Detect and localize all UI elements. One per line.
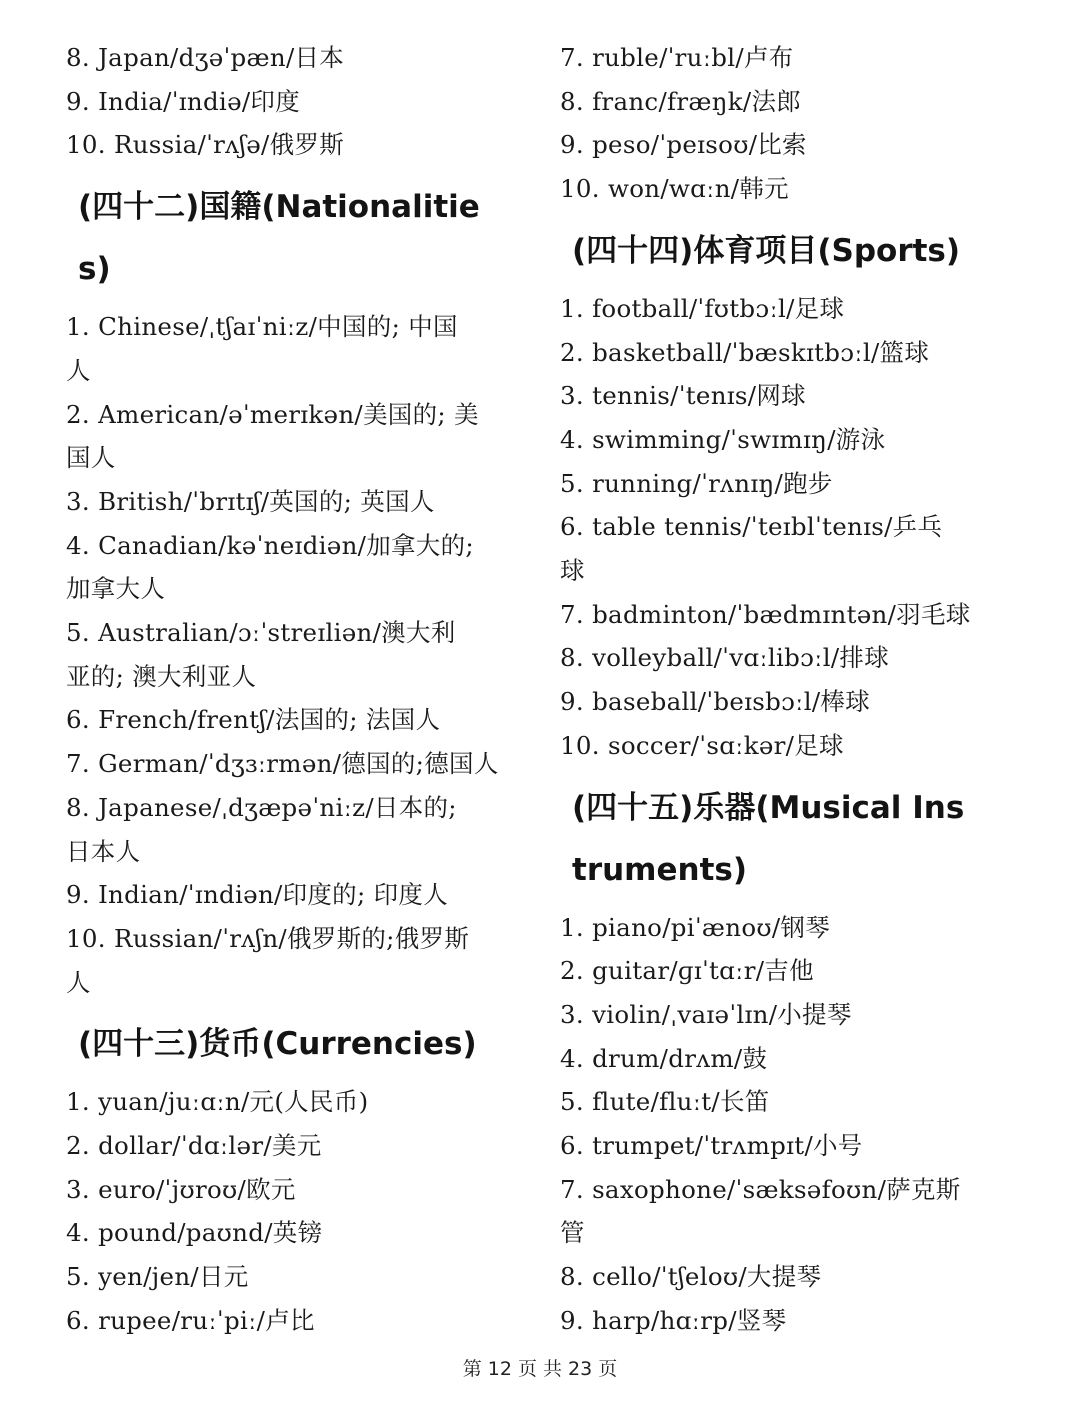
- section-45-title-line2: truments): [572, 851, 748, 888]
- list-item: 7. ruble/ˈruːbl/卢布: [560, 43, 794, 72]
- list-item: 4. swimming/ˈswɪmɪŋ/游泳: [560, 424, 886, 454]
- list-item: 日本人: [66, 836, 141, 866]
- right-top-lines: [560, 36, 1020, 211]
- list-item: 10. won/wɑːn/韩元: [560, 174, 789, 204]
- right-column: [560, 36, 1020, 1343]
- list-item: 球: [560, 556, 585, 586]
- list-item: 3. tennis/ˈtenɪs/网球: [560, 381, 806, 411]
- list-item: 管: [560, 1218, 585, 1248]
- section-45-list: [560, 906, 1020, 1343]
- list-item: 亚的; 澳大利亚人: [66, 661, 257, 691]
- list-item: 8. cello/ˈtʃeloʊ/大提琴: [560, 1262, 822, 1292]
- list-item: 9. Indian/ˈɪndiən/印度的; 印度人: [66, 880, 449, 910]
- list-item: 9. India/ˈɪndiə/印度: [66, 86, 301, 116]
- list-item: 1. football/ˈfʊtbɔːl/足球: [560, 293, 845, 323]
- list-item: 8. Japanese/ˌdʒæpəˈniːz/日本的;: [66, 792, 457, 822]
- list-item: 2. dollar/ˈdɑːlər/美元: [66, 1131, 322, 1161]
- list-item: 9. harp/hɑːrp/竖琴: [560, 1305, 787, 1335]
- list-item: 4. Canadian/kəˈneɪdiən/加拿大的;: [66, 530, 474, 560]
- left-column: [66, 36, 526, 1343]
- list-item: 3. violin/ˌvaɪəˈlɪn/小提琴: [560, 999, 852, 1029]
- list-item: 10. Russian/ˈrʌʃn/俄罗斯的;俄罗斯: [66, 923, 470, 953]
- left-top-lines: [66, 36, 526, 167]
- list-item: 7. German/ˈdʒɜːrmən/德国的;德国人: [66, 749, 499, 779]
- list-item: 2. American/əˈmerɪkən/美国的; 美: [66, 399, 479, 429]
- list-item: 3. euro/ˈjʊroʊ/欧元: [66, 1174, 296, 1204]
- list-item: 1. Chinese/ˌtʃaɪˈniːz/中国的; 中国: [66, 312, 458, 342]
- list-item: 5. yen/jen/日元: [66, 1262, 249, 1292]
- list-item: 1. piano/piˈænoʊ/钢琴: [560, 912, 831, 942]
- list-item: 9. baseball/ˈbeɪsbɔːl/棒球: [560, 687, 871, 717]
- section-44-title: (四十四)体育项目(Sports): [572, 232, 961, 269]
- section-42-list: [66, 305, 526, 1004]
- section-42-title-line2: s): [78, 251, 111, 288]
- list-item: 10. Russia/ˈrʌʃə/俄罗斯: [66, 130, 345, 160]
- list-item: 5. running/ˈrʌnɪŋ/跑步: [560, 468, 833, 498]
- list-item: 人: [66, 355, 91, 385]
- list-item: 6. table tennis/ˈteɪblˈtenɪs/乒乓: [560, 512, 943, 542]
- list-item: 4. pound/paʊnd/英镑: [66, 1218, 323, 1248]
- list-item: 9. peso/ˈpeɪsoʊ/比索: [560, 130, 807, 160]
- list-item: 6. trumpet/ˈtrʌmpɪt/小号: [560, 1131, 863, 1161]
- list-item: 2. guitar/ɡɪˈtɑːr/吉他: [560, 956, 814, 986]
- list-item: 2. basketball/ˈbæskɪtbɔːl/篮球: [560, 337, 930, 367]
- list-item: 7. saxophone/ˈsæksəfoʊn/萨克斯: [560, 1174, 961, 1204]
- list-item: 1. yuan/juːɑːn/元(人民币): [66, 1087, 369, 1117]
- list-item: 国人: [66, 443, 116, 473]
- list-item: 加拿大人: [66, 574, 166, 604]
- list-item: 4. drum/drʌm/鼓: [560, 1043, 768, 1073]
- section-44-list: [560, 287, 1020, 768]
- section-42-title-line1: (四十二)国籍(Nationalitie: [78, 189, 480, 226]
- section-43-list: [66, 1080, 526, 1342]
- list-item: 8. franc/fræŋk/法郎: [560, 86, 802, 116]
- section-43-title: (四十三)货币(Currencies): [78, 1026, 477, 1063]
- list-item: 6. French/frentʃ/法国的; 法国人: [66, 705, 441, 735]
- list-item: 5. flute/fluːt/长笛: [560, 1087, 770, 1117]
- list-item: 3. British/ˈbrɪtɪʃ/英国的; 英国人: [66, 486, 435, 516]
- list-item: 7. badminton/ˈbædmɪntən/羽毛球: [560, 599, 971, 629]
- list-item: 8. Japan/dʒəˈpæn/日本: [66, 43, 345, 72]
- page-footer: 第 12 页 共 23 页: [462, 1358, 618, 1380]
- section-45-title-line1: (四十五)乐器(Musical Ins: [572, 789, 965, 826]
- list-item: 8. volleyball/ˈvɑːlibɔːl/排球: [560, 643, 890, 673]
- list-item: 6. rupee/ruːˈpiː/卢比: [66, 1305, 315, 1335]
- list-item: 10. soccer/ˈsɑːkər/足球: [560, 730, 844, 760]
- list-item: 5. Australian/ɔːˈstreɪliən/澳大利: [66, 618, 456, 648]
- list-item: 人: [66, 967, 91, 997]
